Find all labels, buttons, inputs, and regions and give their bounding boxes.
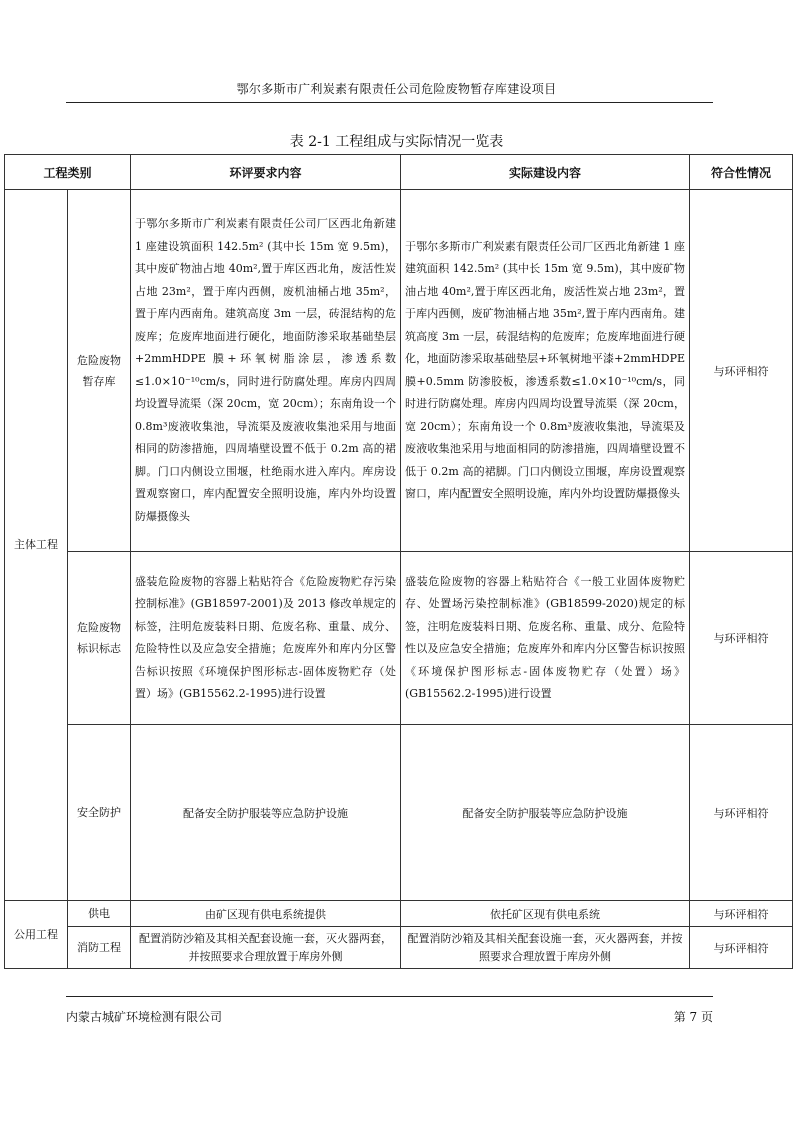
- header-rule: [66, 102, 713, 103]
- page-header-title: 鄂尔多斯市广利炭素有限责任公司危险废物暂存库建设项目: [236, 82, 557, 96]
- project-composition-table: [4, 154, 793, 969]
- requirement-cell: 于鄂尔多斯市广利炭素有限责任公司厂区西北角新建 1 座建设筑面积 142.5m² (其中长 15m 宽 9.5m)，其中废矿物油占地 40m²,置于库区西北角，废活性炭占地 23m²，置于库内西侧，废机油桶占地 35m²，置于库内西南角。建筑高度 3m 一层，砖混结构的危废库；危废库地面进行硬化，地面防渗采取基础垫层+2mmHDPE 膜+环氧树脂涂层，渗透系数≤1.0×10⁻¹⁰cm/s，同时进行防腐处理。库房内四周均设置导流渠（深 20cm，宽 20cm）；东南角设一个 0.8m³废液收集池，导流渠及废液收集池采用与地面相同的防渗措施，四周墙壁设置不低于 0.2m 高的裙脚。门口内侧设立围堰，杜绝雨水进入库内。库房设置观察窗口，库内配置安全照明设施，库内外均设置防爆摄像头: [131, 190, 401, 552]
- table-row: [5, 552, 793, 725]
- requirement-cell: 盛装危险废物的容器上粘贴符合《危险废物贮存污染控制标准》(GB18597-2001)及 2013 修改单规定的标签，注明危废装料日期、危废名称、重量、成分、危险特性以及应急安全措施；危废库外和库内分区警告标识按照《环境保护图形标志-固体废物贮存（处置）场》(GB15562.2-1995)进行设置: [131, 552, 401, 725]
- compliance-cell: 与环评相符: [690, 927, 793, 969]
- col-header-requirement: 环评要求内容: [131, 155, 401, 190]
- sub-cell-safety-protection: 安全防护: [68, 725, 131, 901]
- sub-cell-hazardous-storage: 危险废物暂存库: [68, 190, 131, 552]
- actual-cell: 于鄂尔多斯市广利炭素有限责任公司厂区西北角新建 1 座建筑面积 142.5m² (其中长 15m 宽 9.5m)，其中废矿物油占地 40m²,置于库区西北角，废活性炭占地 23m²，置于库内西侧，废矿物油桶占地 35m²,置于库内西南角。建筑高度 3m 一层，砖混结构的危废库；危废库地面进行硬化，地面防渗采取基础垫层+环氧树地平漆+2mmHDPE 膜+0.5mm 防渗胶板，渗透系数≤1.0×10⁻¹⁰cm/s，同时进行防腐处理。库房内四周均设置导流渠（深 20cm，宽 20cm）；东南角设一个 0.8m³废液收集池，导流渠及废液收集池采用与地面相同的防渗措施，四周墙壁设置不低于 0.2m 高的裙脚。门口内侧设立围堰，库房设置观察窗口，库内配置安全照明设施，库内外均设置防爆摄像头: [401, 190, 690, 552]
- sub-cell-fire-protection: 消防工程: [68, 927, 131, 969]
- col-header-category: 工程类别: [5, 155, 131, 190]
- table-header-row: [5, 155, 793, 190]
- table-row: [5, 901, 793, 927]
- actual-cell: 依托矿区现有供电系统: [401, 901, 690, 927]
- table-row: [5, 190, 793, 552]
- group-cell-public-works: 公用工程: [5, 901, 68, 969]
- table-caption: 表 2-1 工程组成与实际情况一览表: [289, 134, 504, 150]
- compliance-cell: 与环评相符: [690, 552, 793, 725]
- requirement-cell: 配备安全防护服装等应急防护设施: [131, 725, 401, 901]
- actual-cell: 盛装危险废物的容器上粘贴符合《一般工业固体废物贮存、处置场污染控制标准》(GB18599-2020)规定的标签，注明危废装料日期、危废名称、重量、成分、危险特性以及应急安全措施；危废库外和库内分区警告标识按照《环境保护图形标志-固体废物贮存（处置）场》(GB15562.2-1995)进行设置: [401, 552, 690, 725]
- compliance-cell: 与环评相符: [690, 190, 793, 552]
- requirement-cell: 由矿区现有供电系统提供: [131, 901, 401, 927]
- actual-cell: 配置消防沙箱及其相关配套设施一套，灭火器两套，并按照要求合理放置于库房外侧: [401, 927, 690, 969]
- footer-page-number: 第 7 页: [673, 1010, 713, 1024]
- sub-cell-power-supply: 供电: [68, 901, 131, 927]
- compliance-cell: 与环评相符: [690, 725, 793, 901]
- footer-company: 内蒙古城矿环境检测有限公司: [66, 1010, 223, 1024]
- requirement-cell: 配置消防沙箱及其相关配套设施一套，灭火器两套，并按照要求合理放置于库房外侧: [131, 927, 401, 969]
- col-header-actual: 实际建设内容: [401, 155, 690, 190]
- group-cell-main-works: 主体工程: [5, 190, 68, 901]
- actual-cell: 配备安全防护服装等应急防护设施: [401, 725, 690, 901]
- col-header-compliance: 符合性情况: [690, 155, 793, 190]
- table-row: [5, 725, 793, 901]
- compliance-cell: 与环评相符: [690, 901, 793, 927]
- table-row: [5, 927, 793, 969]
- footer-rule: [66, 996, 713, 997]
- sub-cell-hazard-labels: 危险废物标识标志: [68, 552, 131, 725]
